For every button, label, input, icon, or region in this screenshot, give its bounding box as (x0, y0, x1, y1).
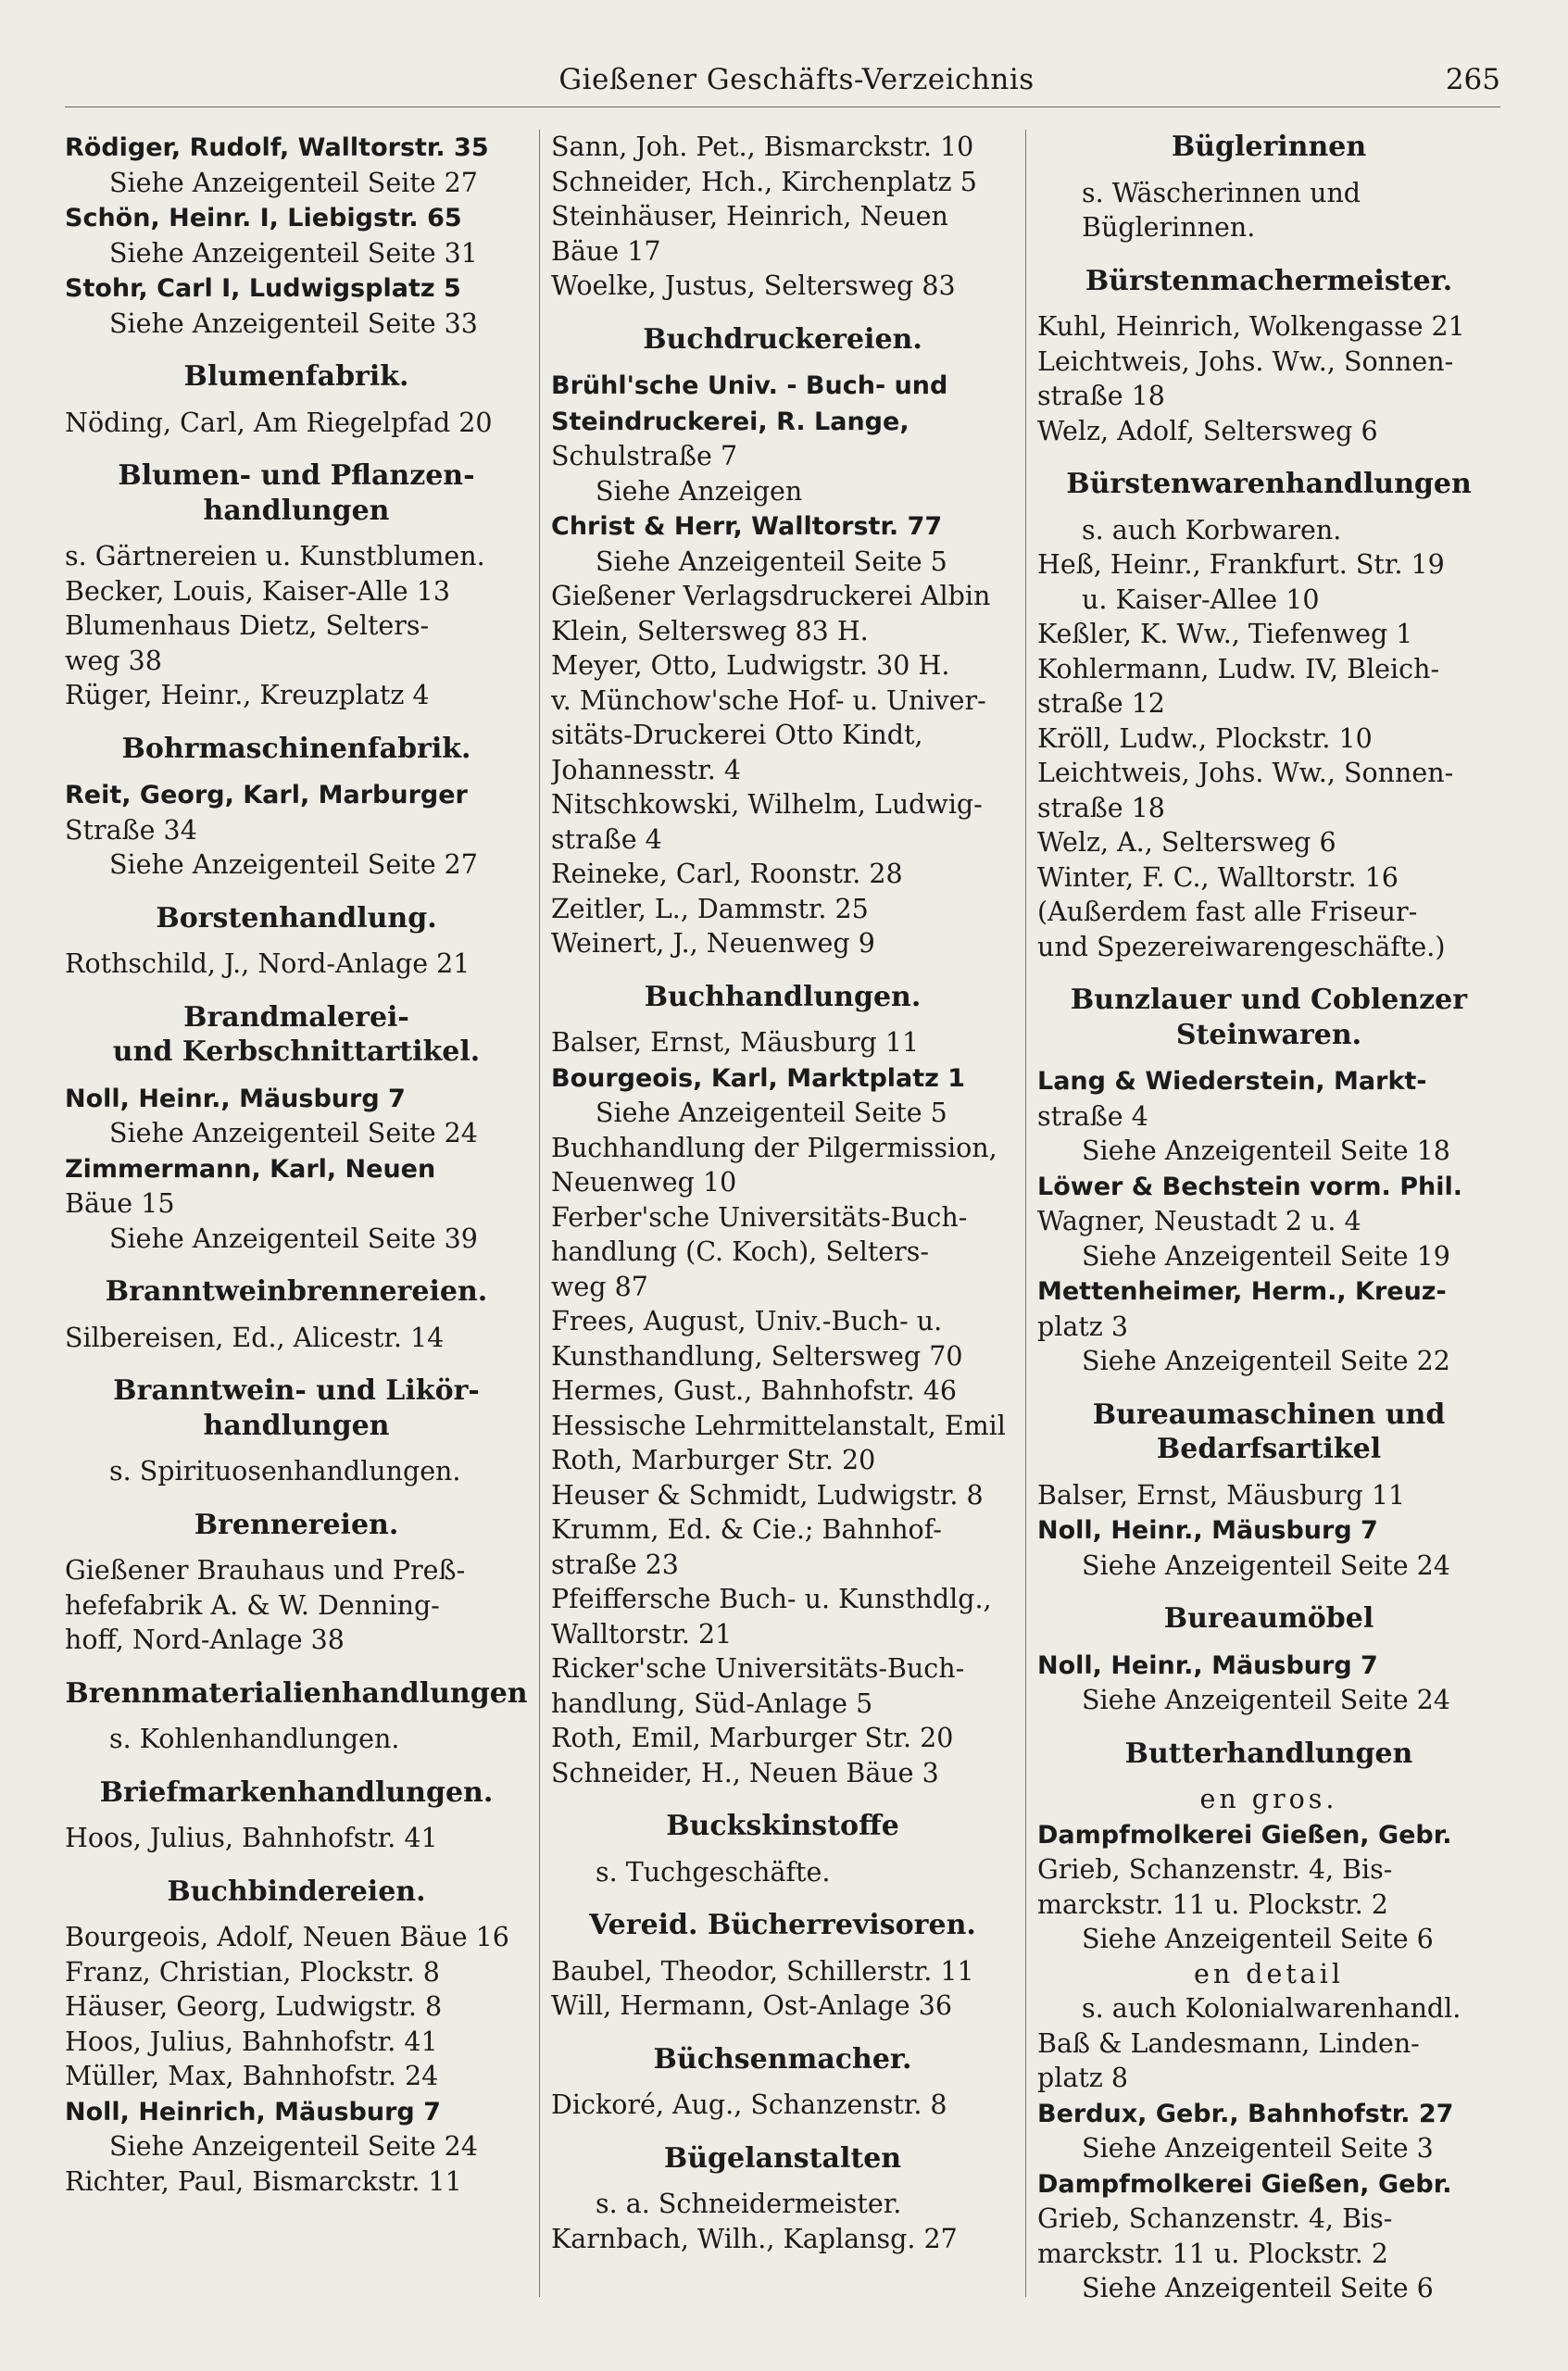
entry-line: handlung, Süd-Anlage 5 (551, 1687, 873, 1719)
directory-entry (65, 1321, 528, 1356)
section-heading-line: handlungen (203, 494, 390, 527)
entry-name-bold (65, 1081, 528, 1117)
directory-entry (1037, 1063, 1500, 1169)
entry-line: Weinert, J., Neuenweg 9 (551, 928, 875, 959)
entry-line: s. auch Kolonialwarenhandl. (1082, 1993, 1461, 2024)
directory-entry (1037, 345, 1500, 414)
entry-line: Buchhandlung der Pilgermission, (551, 1132, 997, 1163)
entry-line: Siehe Anzeigenteil Seite 24 (109, 1118, 478, 1148)
entry-line: Keßler, K. Ww., Tiefenweg 1 (1037, 619, 1413, 649)
entry-name-bold (551, 508, 1014, 545)
section-heading-line: Bügelanstalten (663, 2141, 902, 2175)
section-heading-line: Buchbindereien. (167, 1875, 426, 1908)
entry-line: marckstr. 11 u. Plockstr. 2 (1037, 2238, 1388, 2269)
entry-line: Büglerinnen. (1082, 212, 1256, 243)
entry-line: Siehe Anzeigenteil Seite 18 (1082, 1135, 1450, 1166)
entry-line-text: Christ & Herr, Walltorstr. 77 (551, 512, 943, 541)
entry-name-bold (65, 777, 528, 813)
entry-line: straße 18 (1037, 381, 1165, 411)
entry-line: Bäue 17 (551, 235, 661, 267)
section-heading (65, 359, 528, 395)
entry-line: straße 4 (551, 823, 662, 855)
entry-line: Klein, Seltersweg 83 H. (551, 615, 869, 646)
column-3 (1037, 130, 1500, 2334)
entry-line: Nitschkowski, Wilhelm, Ludwig- (551, 789, 983, 820)
entry-name-bold (1037, 1817, 1500, 1853)
entry-line: s. Kohlenhandlungen. (109, 1724, 400, 1754)
entry-name-bold (65, 1151, 528, 1187)
entry-name-bold (65, 130, 528, 166)
entry-line: Baubel, Theodor, Schillerstr. 11 (551, 1955, 974, 1987)
directory-entry (65, 2164, 528, 2200)
entry-name-bold (1037, 2166, 1500, 2202)
entry-name-bold (1037, 1169, 1500, 1205)
section-heading-line: Bureaumöbel (1163, 1602, 1374, 1635)
entry-line: Straße 34 (65, 814, 197, 846)
section-heading-line: Brennereien. (194, 1508, 399, 1541)
section-heading (551, 322, 1014, 358)
entry-line: Gießener Brauhaus und Preß- (65, 1555, 466, 1586)
entry-line: s. auch Korbwaren. (1082, 514, 1342, 546)
directory-entry (1037, 1478, 1500, 1513)
section-heading (551, 2042, 1014, 2077)
entry-line-text: Stohr, Carl I, Ludwigsplatz 5 (65, 274, 461, 303)
directory-entry (1037, 309, 1500, 345)
entry-line: Zeitler, L., Dammstr. 25 (551, 893, 869, 924)
entry-line: Winter, F. C., Walltorstr. 16 (1037, 861, 1399, 893)
entry-line: Schulstraße 7 (551, 441, 738, 471)
directory-entry (551, 1025, 1014, 1060)
section-heading-line: Blumenfabrik. (183, 360, 409, 393)
section-heading (65, 1000, 528, 1070)
entry-line: Bäue 15 (65, 1188, 175, 1219)
entry-line: hefefabrik A. & W. Denning- (65, 1589, 440, 1621)
section-heading-line: Branntwein- und Likör- (113, 1374, 480, 1407)
directory-entry (65, 1454, 528, 1489)
directory-entry (551, 648, 1014, 684)
directory-entry (1037, 652, 1500, 721)
entry-line: Siehe Anzeigenteil Seite 33 (109, 307, 478, 339)
directory-entry (1037, 414, 1500, 449)
section-heading-line: handlungen (203, 1409, 390, 1442)
entry-name-bold (1037, 2096, 1500, 2132)
section-heading (1037, 1398, 1500, 1467)
entry-line: Schneider, H., Neuen Bäue 3 (551, 1757, 939, 1788)
section-heading-line: Bürstenmachermeister. (1085, 264, 1453, 297)
entry-line: Siehe Anzeigenteil Seite 6 (1082, 1924, 1434, 1954)
directory-entry (1037, 547, 1500, 617)
entry-line: Pfeiffersche Buch- u. Kunsthdlg., (551, 1584, 992, 1614)
entry-line-text: Steindruckerei, R. Lange, (551, 407, 909, 436)
entry-line: Siehe Anzeigenteil Seite 27 (109, 167, 478, 198)
entry-line-text: Dampfmolkerei Gießen, Gebr. (1037, 2169, 1452, 2199)
entry-name-bold (1037, 1063, 1500, 1099)
directory-entry (1037, 860, 1500, 965)
directory-entry (1037, 1648, 1500, 1718)
entry-line: straße 4 (1037, 1100, 1148, 1132)
directory-entry (65, 574, 528, 609)
column-divider (539, 130, 540, 2297)
section-heading (1037, 1601, 1500, 1637)
entry-line: Siehe Anzeigenteil Seite 5 (596, 1098, 947, 1128)
entry-line: Welz, A., Seltersweg 6 (1037, 827, 1336, 858)
directory-entry (1037, 176, 1500, 245)
section-heading (1037, 467, 1500, 502)
directory-entry (551, 199, 1014, 269)
section-heading (65, 1875, 528, 1910)
entry-line: Neuenweg 10 (551, 1167, 737, 1198)
entry-line: Nöding, Carl, Am Riegelpfad 20 (65, 407, 493, 438)
directory-entry (551, 1651, 1014, 1721)
directory-entry (551, 892, 1014, 927)
entry-name-bold (1037, 1512, 1500, 1549)
directory-entry (551, 579, 1014, 648)
directory-entry (65, 1151, 528, 1257)
entry-line: straße 12 (1037, 688, 1165, 719)
entry-line: s. Tuchgeschäfte. (596, 1856, 831, 1888)
entry-line: Siehe Anzeigenteil Seite 24 (1082, 1685, 1450, 1715)
entry-line: Reineke, Carl, Roonstr. 28 (551, 859, 903, 889)
entry-line: Sann, Joh. Pet., Bismarckstr. 10 (551, 132, 974, 162)
section-heading-line: Brandmalerei- (183, 1000, 409, 1034)
entry-line: Roth, Marburger Str. 20 (551, 1445, 876, 1475)
entry-line: Siehe Anzeigenteil Seite 5 (596, 546, 947, 577)
section-heading-line: Buckskinstoffe (666, 1810, 899, 1842)
entry-line: Dickoré, Aug., Schanzenstr. 8 (551, 2089, 947, 2120)
entry-line: und Spezereiwarengeschäfte.) (1037, 931, 1446, 962)
directory-entry (551, 2088, 1014, 2123)
entry-name-bold (1037, 1273, 1500, 1310)
directory-entry (1037, 617, 1500, 652)
entry-line: Walltorstr. 21 (551, 1618, 733, 1650)
entry-line-text: Lang & Wiederstein, Markt- (1037, 1067, 1427, 1096)
entry-name-bold (65, 2094, 528, 2130)
entry-name-bold (65, 270, 528, 307)
entry-line: Hermes, Gust., Bahnhofstr. 46 (551, 1375, 958, 1406)
entry-line: Siehe Anzeigenteil Seite 22 (1082, 1346, 1450, 1376)
directory-entry (551, 2187, 1014, 2222)
entry-line: Welz, Adolf, Seltersweg 6 (1037, 415, 1378, 446)
section-heading (551, 1809, 1014, 1844)
entry-line: Silbereisen, Ed., Alicestr. 14 (65, 1322, 445, 1353)
entry-line: Johannesstr. 4 (551, 754, 741, 785)
entry-line: Kuhl, Heinrich, Wolkengasse 21 (1037, 311, 1465, 342)
entry-line-text: Reit, Georg, Karl, Marburger (65, 781, 468, 809)
entry-line: Will, Hermann, Ost-Anlage 36 (551, 1990, 952, 2021)
section-heading (65, 1274, 528, 1310)
directory-entry (65, 539, 528, 574)
entry-line: Siehe Anzeigen (596, 475, 803, 507)
section-heading (65, 901, 528, 936)
section-heading (551, 2141, 1014, 2177)
directory-entry (65, 1989, 528, 2025)
section-heading-line: Bohrmaschinenfabrik. (121, 732, 471, 765)
entry-line: Grieb, Schanzenstr. 4, Bis- (1037, 2203, 1393, 2234)
running-title: Gießener Geschäfts-Verzeichnis (558, 63, 1035, 96)
directory-entry (551, 1988, 1014, 2024)
directory-entry (551, 1200, 1014, 1305)
directory-entry (65, 947, 528, 982)
section-heading-line: Briefmarkenhandlungen. (99, 1775, 494, 1809)
entry-line: Siehe Anzeigenteil Seite 24 (1082, 1549, 1450, 1581)
entry-line: s. a. Schneidermeister. (596, 2189, 902, 2219)
entry-line-text: Schön, Heinr. I, Liebigstr. 65 (65, 204, 462, 232)
entry-line-text: Noll, Heinr., Mäusburg 7 (1037, 1650, 1378, 1680)
entry-line: Gießener Verlagsdruckerei Albin (551, 581, 991, 611)
column-divider (1025, 130, 1026, 2297)
entry-line: Balser, Ernst, Mäusburg 11 (1037, 1479, 1406, 1511)
entry-line: platz 3 (1037, 1311, 1129, 1342)
entry-name-bold (551, 368, 1014, 404)
page-number: 265 (1445, 63, 1500, 96)
directory-entry (551, 508, 1014, 579)
directory-entry (551, 1131, 1014, 1200)
entry-line: Hessische Lehrmittelanstalt, Emil (551, 1410, 1006, 1441)
directory-entry (551, 1304, 1014, 1374)
section-heading (551, 1908, 1014, 1943)
entry-name-bold (1037, 1648, 1500, 1684)
directory-entry (1037, 1817, 1500, 1957)
entry-line: Siehe Anzeigenteil Seite 24 (109, 2131, 478, 2162)
entry-line: Bourgeois, Adolf, Neuen Bäue 16 (65, 1922, 509, 1952)
section-heading-line: Blumen- und Pflanzen- (118, 459, 475, 492)
entry-line: Ricker'sche Universitäts-Buch- (551, 1653, 965, 1684)
entry-line: Franz, Christian, Plockstr. 8 (65, 1956, 440, 1988)
directory-entry (551, 1721, 1014, 1756)
entry-line: Grieb, Schanzenstr. 4, Bis- (1037, 1854, 1393, 1885)
directory-entry (551, 1374, 1014, 1409)
entry-line: Siehe Anzeigenteil Seite 39 (109, 1223, 478, 1254)
entry-line: Roth, Emil, Marburger Str. 20 (551, 1723, 954, 1753)
section-heading-line: Bürstenwarenhandlungen (1066, 468, 1472, 500)
entry-line-text: Noll, Heinrich, Mäusburg 7 (65, 2097, 441, 2126)
directory-entry (1037, 1991, 1500, 2026)
entry-line: s. Spirituosenhandlungen. (109, 1456, 461, 1487)
entry-line: Kunsthandlung, Seltersweg 70 (551, 1340, 963, 1372)
section-heading (65, 1508, 528, 1543)
directory-entry (1037, 513, 1500, 548)
entry-line: Karnbach, Wilh., Kaplansg. 27 (551, 2223, 958, 2254)
section-heading (1037, 130, 1500, 165)
directory-entry (1037, 721, 1500, 757)
entry-line-text: Dampfmolkerei Gießen, Gebr. (1037, 1820, 1452, 1850)
directory-entry (551, 269, 1014, 304)
entry-line: Ferber'sche Universitäts-Buch- (551, 1201, 968, 1233)
section-heading (1037, 983, 1500, 1052)
directory-entry (551, 787, 1014, 857)
entry-line: Leichtweis, Johs. Ww., Sonnen- (1037, 345, 1454, 377)
directory-entry (551, 1409, 1014, 1478)
entry-line: Häuser, Georg, Ludwigstr. 8 (65, 1991, 443, 2022)
entry-line: straße 18 (1037, 792, 1165, 823)
entry-line: Siehe Anzeigenteil Seite 27 (109, 849, 478, 880)
entry-line-text: Berdux, Gebr., Bahnhofstr. 27 (1037, 2099, 1454, 2128)
directory-entry (65, 1722, 528, 1757)
directory-entry (65, 406, 528, 441)
entry-line: Rüger, Heinr., Kreuzplatz 4 (65, 680, 430, 710)
entry-line: en gros. (1199, 1784, 1338, 1814)
section-heading (65, 1775, 528, 1811)
directory-entry (1037, 1273, 1500, 1379)
directory-entry (65, 608, 528, 678)
section-heading-line: Brennmaterialienhandlungen (65, 1676, 528, 1710)
directory-entry (65, 130, 528, 200)
section-heading-line: Vereid. Bücherrevisoren. (589, 1909, 976, 1941)
directory-entry (551, 1855, 1014, 1890)
section-heading-line: Büchsenmacher. (653, 2042, 912, 2076)
entry-line: hoff, Nord-Anlage 38 (65, 1625, 345, 1655)
entry-line: Rothschild, J., Nord-Anlage 21 (65, 948, 470, 979)
entry-line-text: Löwer & Bechstein vorm. Phil. (1037, 1172, 1462, 1201)
entry-line: Frees, August, Univ.-Buch- u. (551, 1306, 943, 1336)
entry-line: marckstr. 11 u. Plockstr. 2 (1037, 1888, 1388, 1920)
section-heading-line: Steinwaren. (1175, 1018, 1362, 1051)
section-heading (65, 1676, 528, 1712)
entry-line: Kröll, Ludw., Plockstr. 10 (1037, 722, 1373, 754)
directory-entry (551, 1478, 1014, 1513)
entry-line-text: Zimmermann, Karl, Neuen (65, 1154, 436, 1184)
directory-entry (1037, 825, 1500, 860)
column-1 (65, 130, 528, 2334)
section-heading (65, 1374, 528, 1443)
directory-entry (65, 2025, 528, 2060)
entry-line: v. Münchow'sche Hof- u. Univer- (551, 684, 986, 716)
entry-line: Leichtweis, Johs. Ww., Sonnen- (1037, 758, 1454, 788)
section-heading-line: Bunzlauer und Coblenzer (1070, 984, 1468, 1016)
section-heading-line: Butterhandlungen (1124, 1737, 1413, 1770)
entry-line: straße 23 (551, 1549, 679, 1580)
entry-line: Wagner, Neustadt 2 u. 4 (1037, 1206, 1361, 1236)
directory-entry (551, 684, 1014, 788)
directory-entry (1037, 2166, 1500, 2306)
entry-name-bold (551, 1060, 1014, 1097)
column-2 (551, 130, 1014, 2334)
directory-entry (65, 1955, 528, 1990)
entry-line-text: Brühl'sche Univ. - Buch- und (551, 371, 948, 400)
directory-entry (65, 2094, 528, 2164)
entry-line: Hoos, Julius, Bahnhofstr. 41 (65, 1823, 438, 1853)
section-heading (65, 732, 528, 767)
directory-entry (65, 1553, 528, 1658)
directory-entry (65, 200, 528, 270)
section-heading-line: Borstenhandlung. (156, 901, 437, 935)
entry-line: Müller, Max, Bahnhofstr. 24 (65, 2061, 439, 2091)
directory-entry (65, 1081, 528, 1151)
directory-entry (1037, 1169, 1500, 1274)
entry-line: en detail (1193, 1958, 1345, 1989)
directory-entry (551, 1512, 1014, 1582)
entry-line: Meyer, Otto, Ludwigstr. 30 H. (551, 650, 950, 681)
directory-entry (551, 1060, 1014, 1131)
directory-entry (1037, 756, 1500, 825)
entry-line: Siehe Anzeigenteil Seite 31 (109, 237, 478, 269)
section-heading-line: Bureaumaschinen und (1092, 1398, 1446, 1431)
section-heading-line: Buchdruckereien. (643, 322, 922, 356)
directory-entry (551, 926, 1014, 961)
entry-line: Woelke, Justus, Seltersweg 83 (551, 270, 956, 301)
entry-line: s. Wäscherinnen und (1082, 177, 1361, 208)
directory-entry (1037, 1512, 1500, 1583)
section-heading (551, 980, 1014, 1015)
directory-entry (1037, 1782, 1500, 1817)
entry-line: s. Gärtnereien u. Kunstblumen. (65, 541, 485, 571)
directory-entry (551, 1954, 1014, 1989)
entry-line: handlung (C. Koch), Selters- (551, 1236, 930, 1267)
section-heading (1037, 264, 1500, 299)
entry-line: Siehe Anzeigenteil Seite 6 (1082, 2273, 1434, 2303)
entry-name-bold (551, 404, 1014, 440)
directory-entry (1037, 2026, 1500, 2096)
entry-line: Schneider, Hch., Kirchenplatz 5 (551, 166, 977, 197)
directory-entry (551, 857, 1014, 892)
entry-line-text: Rödiger, Rudolf, Walltorstr. 35 (65, 133, 489, 162)
section-heading (1037, 1737, 1500, 1772)
directory-entry (65, 678, 528, 713)
directory-entry (1037, 2096, 1500, 2166)
entry-line: sitäts-Druckerei Otto Kindt, (551, 720, 923, 750)
entry-line-text: Noll, Heinr., Mäusburg 7 (65, 1084, 406, 1113)
directory-entry (65, 777, 528, 883)
entry-line: Krumm, Ed. & Cie.; Bahnhof- (551, 1514, 942, 1545)
entry-line: Becker, Louis, Kaiser-Alle 13 (65, 575, 450, 607)
entry-line-text: Noll, Heinr., Mäusburg 7 (1037, 1516, 1378, 1545)
entry-line-text: Bourgeois, Karl, Marktplatz 1 (551, 1063, 966, 1093)
section-heading-line: Branntweinbrennereien. (105, 1275, 488, 1308)
section-heading-line: Buchhandlungen. (644, 980, 922, 1013)
entry-line: Baß & Landesmann, Linden- (1037, 2027, 1420, 2059)
entry-line: Hoos, Julius, Bahnhofstr. 41 (65, 2026, 438, 2057)
entry-line: Steinhäuser, Heinrich, Neuen (551, 201, 948, 232)
section-heading-line: Bedarfsartikel (1156, 1433, 1382, 1465)
directory-entry (65, 1821, 528, 1856)
entry-line: Siehe Anzeigenteil Seite 3 (1082, 2133, 1434, 2164)
directory-entry (551, 1756, 1014, 1791)
entry-line: weg 87 (551, 1271, 648, 1302)
directory-entry (551, 2222, 1014, 2257)
directory-entry (65, 270, 528, 341)
entry-line: (Außerdem fast alle Friseur- (1037, 897, 1418, 927)
entry-line: Kohlermann, Ludw. IV, Bleich- (1037, 653, 1440, 684)
section-heading (65, 458, 528, 528)
entry-name-bold (65, 200, 528, 236)
entry-line: Balser, Ernst, Mäusburg 11 (551, 1027, 920, 1058)
entry-line: Heß, Heinr., Frankfurt. Str. 19 (1037, 549, 1445, 580)
directory-entry (65, 2059, 528, 2094)
directory-entry (551, 1582, 1014, 1651)
directory-entry (65, 1920, 528, 1955)
directory-entry (1037, 1957, 1500, 1992)
directory-entry (551, 130, 1014, 165)
directory-entry (551, 368, 1014, 508)
entry-line: platz 8 (1037, 2063, 1129, 2093)
section-heading-line: und Kerbschnittartikel. (112, 1035, 481, 1068)
entry-line: Heuser & Schmidt, Ludwigstr. 8 (551, 1479, 984, 1511)
entry-line: Blumenhaus Dietz, Selters- (65, 610, 430, 641)
entry-line-text: Mettenheimer, Herm., Kreuz- (1037, 1277, 1447, 1306)
entry-line: u. Kaiser-Allee 10 (1082, 583, 1320, 615)
entry-line: weg 38 (65, 645, 162, 676)
section-heading-line: Büglerinnen (1171, 131, 1367, 163)
directory-entry (551, 165, 1014, 200)
entry-line: Richter, Paul, Bismarckstr. 11 (65, 2165, 462, 2197)
entry-line: Siehe Anzeigenteil Seite 19 (1082, 1240, 1450, 1272)
